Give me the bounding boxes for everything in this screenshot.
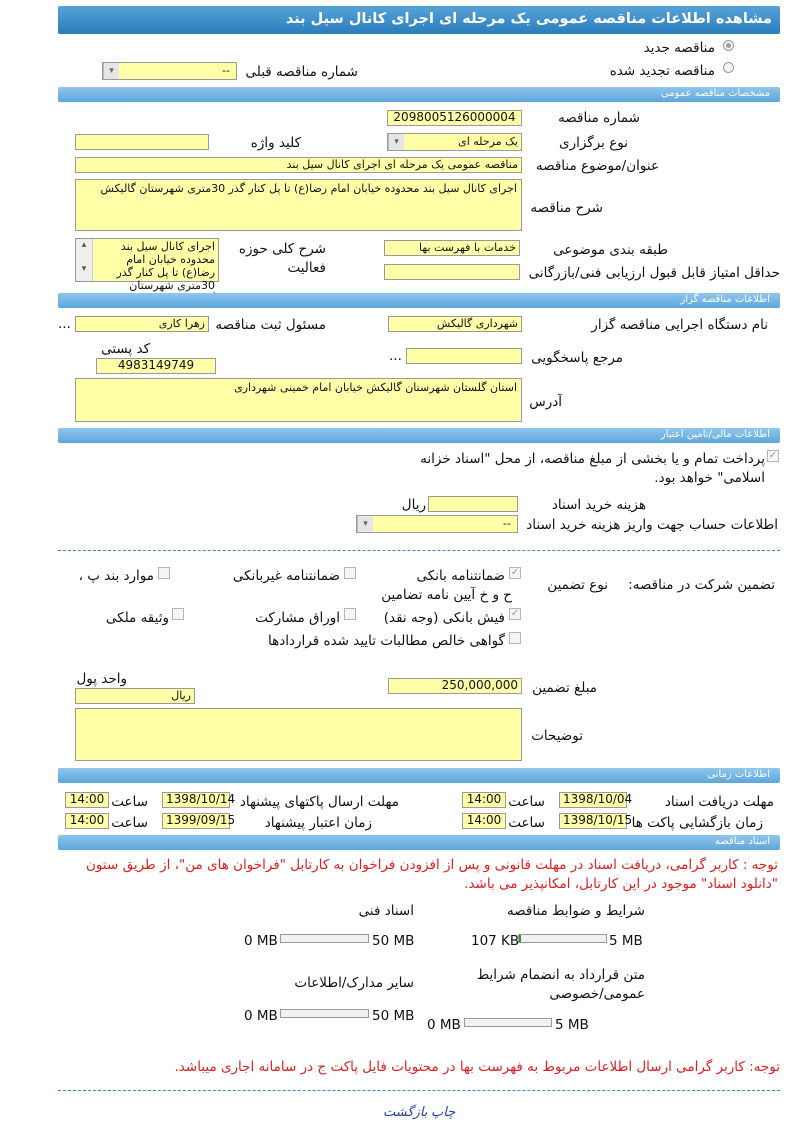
guarantee-label: تضمین شرکت در مناقصه: xyxy=(628,577,775,593)
doc-technical-label: اسناد فنی xyxy=(358,903,414,919)
chevron-down-icon: ▾ xyxy=(388,134,404,150)
submit-time-label: ساعت xyxy=(111,794,148,810)
registrar-field: زهرا کاری xyxy=(75,316,209,332)
bank-receipt-checkbox[interactable]: ✓ xyxy=(510,608,520,619)
bank-guarantee-checkbox[interactable]: ✓ xyxy=(510,567,520,578)
guarantee-type-label: نوع تضمین xyxy=(547,577,608,593)
keyword-label: کلید واژه xyxy=(250,135,301,151)
open-time: 14:00 xyxy=(462,813,506,829)
holding-type-select[interactable]: ▾ یک مرحله ای xyxy=(387,133,522,151)
address-label: آدرس xyxy=(529,394,562,410)
guarantee-amount-field: 250,000,000 xyxy=(388,678,522,694)
currency-unit-label: واحد پول xyxy=(76,671,127,687)
currency-unit-field: ریال xyxy=(75,688,195,704)
divider xyxy=(58,550,780,551)
doc-technical-used: 0 MB xyxy=(244,933,278,949)
doc-receive-date: 1398/10/04 xyxy=(559,792,627,808)
doc-technical-progress xyxy=(280,934,369,943)
divider xyxy=(58,1090,780,1091)
open-date: 1398/10/15 xyxy=(559,813,627,829)
min-score-field xyxy=(384,264,520,280)
tender-number-label: شماره مناقصه xyxy=(558,110,640,126)
doc-contract-progress xyxy=(464,1018,552,1027)
doc-fee-currency: ریال xyxy=(401,497,426,513)
executor-label: نام دستگاه اجرایی مناقصه گزار xyxy=(591,317,768,333)
reference-more-button[interactable]: ... xyxy=(389,348,402,364)
submit-label: مهلت ارسال پاکتهای پیشنهاد xyxy=(239,794,399,810)
partnership-bonds-checkbox[interactable] xyxy=(344,608,356,620)
doc-other-progress xyxy=(280,1009,369,1018)
tender-number-field: 2098005126000004 xyxy=(387,110,522,126)
keyword-field xyxy=(75,134,209,150)
bank-receipt-label: فیش بانکی (وجه نقد) xyxy=(383,610,505,626)
claims-certificate-checkbox[interactable] xyxy=(509,632,521,644)
subject-label: عنوان/موضوع مناقصه xyxy=(535,158,659,174)
prev-number-select[interactable]: ▾ -- xyxy=(102,62,237,80)
doc-receive-label: مهلت دریافت اسناد xyxy=(664,794,774,810)
treasury-checkbox[interactable]: ✓ xyxy=(768,450,778,461)
description-field: اجرای کانال سیل بند محدوده خیابان امام رضا(ع) تا پل کنار گذر 30متری شهرستان گالیکش xyxy=(75,179,522,231)
radio-renewed-tender[interactable] xyxy=(723,62,734,73)
doc-contract-used: 0 MB xyxy=(427,1017,461,1033)
category-label: طبقه بندی موضوعی xyxy=(553,242,668,258)
doc-terms-fill xyxy=(519,935,521,942)
description-label: شرح مناقصه xyxy=(530,200,603,216)
activity-text: اجرای کانال سیل بند محدوده خیابان امام رضا(ع) تا پل کنار گذر 30متری شهرستان xyxy=(116,240,215,292)
doc-terms-used: 107 KB xyxy=(471,933,520,949)
clause-items-checkbox[interactable] xyxy=(158,567,170,579)
chevron-down-icon: ▾ xyxy=(103,63,119,79)
doc-contract-max: 5 MB xyxy=(555,1017,589,1033)
bottom-notice: توجه: کاربر گرامی ارسال اطلاعات مربوط به فهرست بها در محتویات فایل پاکت ج در سامانه اجاری میباشد. xyxy=(174,1059,780,1075)
registrar-more-button[interactable]: ... xyxy=(58,316,71,332)
clause-items-sub: ح و خ آیین نامه تضامین xyxy=(381,587,512,603)
doc-fee-label: هزینه خرید اسناد xyxy=(551,497,646,513)
postal-label: کد پستی xyxy=(101,341,150,357)
claims-certificate-label: گواهی خالص مطالبات تایید شده قراردادها xyxy=(268,633,505,649)
reference-field xyxy=(406,348,522,364)
validity-time: 14:00 xyxy=(65,813,109,829)
property-deed-label: وثیقه ملکی xyxy=(105,610,169,626)
radio-renewed-tender-label: مناقصه تجدید شده xyxy=(609,63,715,79)
page-title: مشاهده اطلاعات مناقصه عمومی یک مرحله ای اجرای کانال سیل بند xyxy=(285,11,772,27)
doc-contract-label: متن قرارداد به انضمام شرایط عمومی/خصوصی xyxy=(476,967,645,1002)
notes-label: توضیحات xyxy=(531,728,583,744)
submit-time: 14:00 xyxy=(65,792,109,808)
validity-date: 1399/09/15 xyxy=(162,813,230,829)
doc-receive-time-label: ساعت xyxy=(508,794,545,810)
page-title-bar xyxy=(58,6,780,34)
postal-field: 4983149749 xyxy=(96,358,216,374)
doc-fee-field xyxy=(428,496,518,512)
doc-terms-progress xyxy=(518,934,607,943)
account-label: اطلاعات حساب جهت واریز هزینه خرید اسناد xyxy=(526,517,778,533)
back-link[interactable]: بازگشت xyxy=(383,1105,428,1120)
print-link[interactable]: چاپ xyxy=(431,1105,456,1120)
address-field: استان گلستان شهرستان گالیکش خیابان امام خمینی شهرداری xyxy=(75,378,522,422)
bank-guarantee-label: ضمانتنامه بانکی xyxy=(416,568,505,584)
guarantee-amount-label: مبلغ تضمین xyxy=(532,680,597,696)
nonbank-guarantee-label: ضمانتنامه غیربانکی xyxy=(232,568,340,584)
prev-number-label: شماره مناقصه قبلی xyxy=(245,64,358,80)
doc-other-used: 0 MB xyxy=(244,1008,278,1024)
partnership-bonds-label: اوراق مشارکت xyxy=(255,610,340,626)
account-select[interactable]: ▾ -- xyxy=(356,515,518,533)
section-general: مشخصات مناقصه عمومی xyxy=(58,87,780,102)
min-score-label: حداقل امتیاز قابل قبول ارزیابی فنی/بازرگانی xyxy=(528,265,780,281)
treasury-text: پرداخت تمام و یا بخشی از مبلغ مناقصه، از محل "اسناد خزانه اسلامی" خواهد بود. xyxy=(420,451,765,486)
category-field: خدمات با فهرست بها xyxy=(384,240,520,256)
notes-field xyxy=(75,708,522,761)
property-deed-checkbox[interactable] xyxy=(172,608,184,620)
doc-terms-max: 5 MB xyxy=(609,933,643,949)
open-label: زمان بازگشایی پاکت ها xyxy=(631,815,763,831)
doc-receive-time: 14:00 xyxy=(462,792,506,808)
documents-notice: توجه : کاربر گرامی، دریافت اسناد در مهلت قانونی و پس از افزودن فراخوان به کارتابل "فراخوان های من"، از طریق ستون "دانلود اسناد" موجود در این کارتابل، امکانپذیر می باشد. xyxy=(86,857,778,892)
section-timing: اطلاعات زمانی xyxy=(58,768,780,783)
doc-other-label: سایر مدارک/اطلاعات xyxy=(294,975,414,991)
registrar-label: مسئول ثبت مناقصه xyxy=(215,317,326,333)
executor-field: شهرداری گالیکش xyxy=(388,316,522,332)
section-documents: اسناد مناقصه xyxy=(58,835,780,850)
subject-field: مناقصه عمومی یک مرحله ای اجرای کانال سیل بند xyxy=(75,157,522,173)
validity-label: زمان اعتبار پیشنهاد xyxy=(264,815,372,831)
section-organizer: اطلاعات مناقصه گزار xyxy=(58,293,780,308)
chevron-down-icon: ▾ xyxy=(357,516,373,532)
activity-label: شرح کلی حوزه فعالیت xyxy=(238,241,326,276)
open-time-label: ساعت xyxy=(508,815,545,831)
radio-new-tender-label: مناقصه جدید xyxy=(643,40,715,56)
activity-scrollbar[interactable]: ▴ ▾ xyxy=(76,239,93,281)
doc-terms-label: شرایط و ضوابط مناقصه xyxy=(506,903,645,919)
validity-time-label: ساعت xyxy=(111,815,148,831)
holding-type-label: نوع برگزاری xyxy=(559,135,628,151)
doc-technical-max: 50 MB xyxy=(372,933,415,949)
doc-other-max: 50 MB xyxy=(372,1008,415,1024)
submit-date: 1398/10/14 xyxy=(162,792,230,808)
radio-new-tender[interactable] xyxy=(723,40,734,51)
nonbank-guarantee-checkbox[interactable] xyxy=(344,567,356,579)
reference-label: مرجع پاسخگویی xyxy=(531,350,623,366)
section-financial: اطلاعات مالی/تامین اعتبار xyxy=(58,428,780,443)
clause-items-label: موارد بند پ ، xyxy=(78,568,154,584)
activity-field xyxy=(75,238,219,292)
